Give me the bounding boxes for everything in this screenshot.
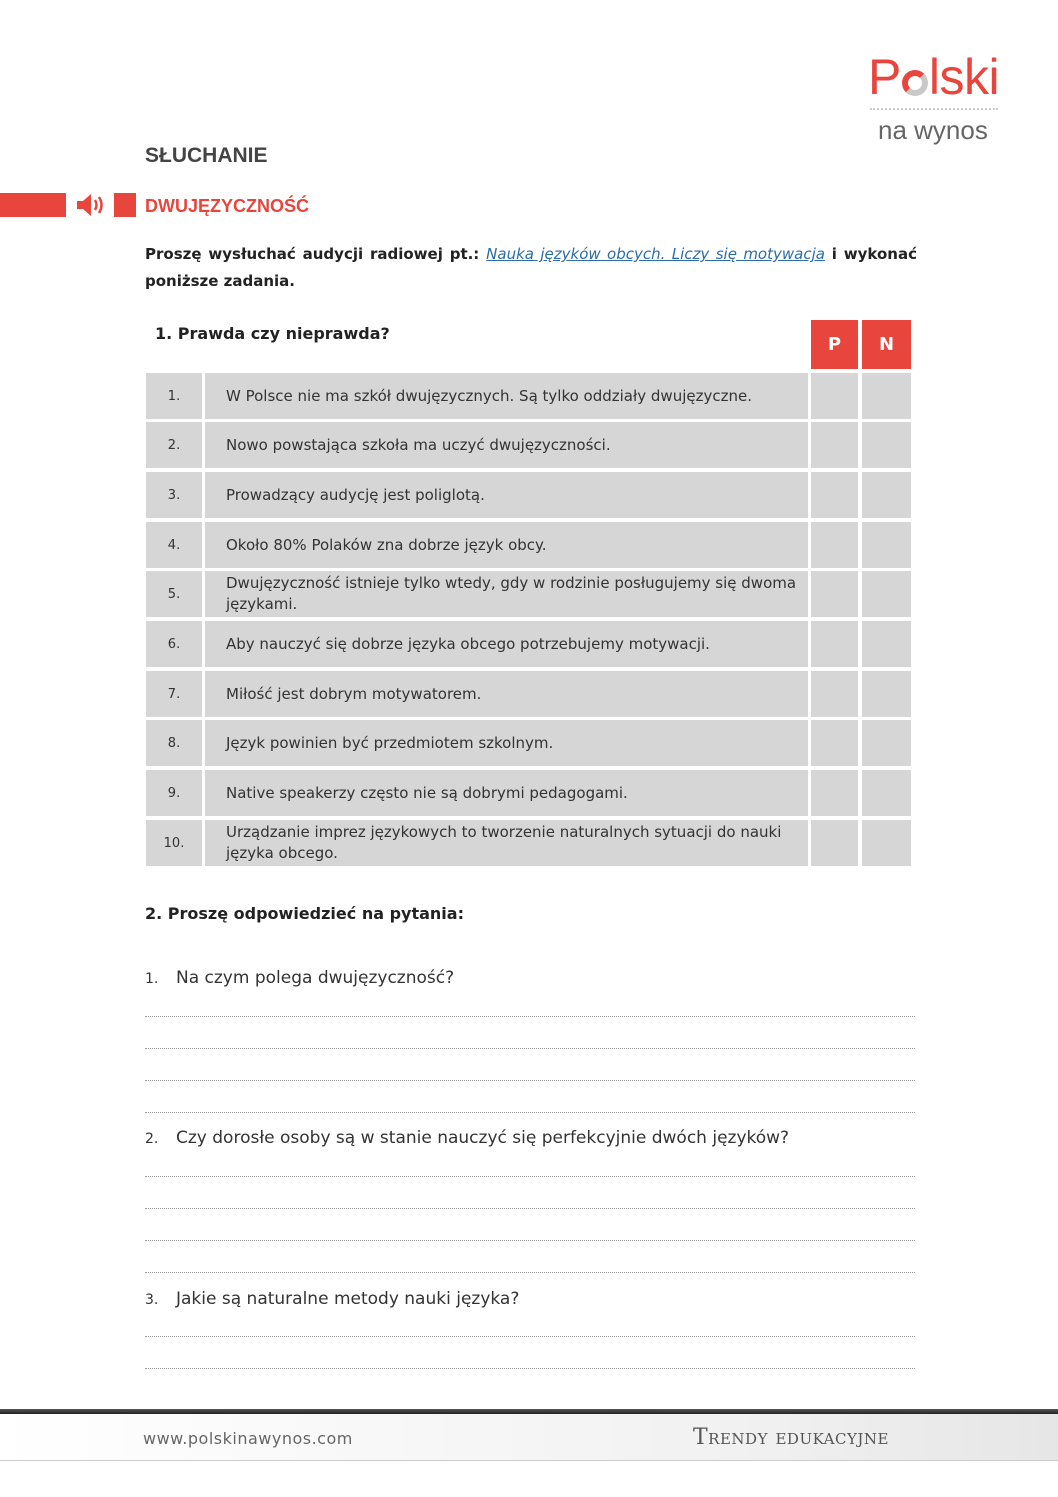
question-text: Jakie są naturalne metody nauki języka? (176, 1289, 520, 1309)
subtitle: DWUJĘZYCZNOŚĆ (145, 196, 310, 216)
table-row (146, 472, 912, 518)
answer-cell-p[interactable] (811, 571, 858, 617)
table-row (146, 671, 912, 717)
row-number: 2. (146, 422, 202, 468)
answer-cell-p[interactable] (811, 422, 858, 468)
answer-cell-n[interactable] (862, 571, 911, 617)
answer-cell-p[interactable] (811, 820, 858, 866)
logo-subtitle: na wynos (878, 115, 988, 145)
logo-word-end: lski (928, 49, 1000, 105)
answer-line[interactable] (145, 1176, 915, 1177)
footer-url[interactable]: www.polskinawynos.com (143, 1429, 353, 1448)
answer-cell-p[interactable] (811, 373, 858, 419)
logo-divider (870, 108, 998, 110)
answer-cell-p[interactable] (811, 671, 858, 717)
answer-line[interactable] (145, 1112, 915, 1113)
table-row (146, 571, 912, 617)
column-header-p: P (811, 320, 858, 369)
question-number: 3. (145, 1292, 159, 1308)
table-row (146, 720, 912, 766)
row-number: 7. (146, 671, 202, 717)
answer-line[interactable] (145, 1240, 915, 1241)
row-number: 8. (146, 720, 202, 766)
footer-brand: Trendy edukacyjne (693, 1425, 889, 1450)
row-statement: Aby nauczyć się dobrze języka obcego potrzebujemy motywacji. (205, 621, 808, 667)
answer-line[interactable] (145, 1272, 915, 1273)
row-number: 9. (146, 770, 202, 816)
answer-line[interactable] (145, 1016, 915, 1017)
row-statement: W Polsce nie ma szkół dwujęzycznych. Są tylko oddziały dwujęzyczne. (205, 373, 808, 419)
answer-cell-p[interactable] (811, 472, 858, 518)
row-number: 5. (146, 571, 202, 617)
speaker-icon[interactable] (76, 192, 106, 218)
row-number: 4. (146, 522, 202, 568)
task1-title: 1. Prawda czy nieprawda? (155, 324, 390, 343)
row-number: 6. (146, 621, 202, 667)
task2-title: 2. Proszę odpowiedzieć na pytania: (145, 904, 464, 923)
answer-cell-n[interactable] (862, 373, 911, 419)
logo-ring-icon (902, 70, 928, 96)
row-statement: Prowadzący audycję jest poliglotą. (205, 472, 808, 518)
question-number: 2. (145, 1131, 159, 1147)
logo-word-start: P (868, 49, 901, 105)
row-statement: Język powinien być przedmiotem szkolnym. (205, 720, 808, 766)
instruction-text-after: i wykonać poniższe zadania. (145, 245, 917, 290)
question-2 (145, 1128, 789, 1148)
question-3 (145, 1289, 519, 1309)
accent-square (114, 193, 136, 217)
question-number: 1. (145, 971, 159, 987)
question-1 (145, 968, 454, 988)
answer-cell-n[interactable] (862, 820, 911, 866)
row-statement: Urządzanie imprez językowych to tworzenie naturalnych sytuacji do nauki języka obcego. (205, 820, 808, 866)
table-row (146, 770, 912, 816)
table-row (146, 522, 912, 568)
question-text: Na czym polega dwujęzyczność? (176, 968, 455, 988)
instruction (145, 241, 917, 295)
row-statement: Native speakerzy często nie są dobrymi pedagogami. (205, 770, 808, 816)
table-row (146, 621, 912, 667)
answer-cell-n[interactable] (862, 472, 911, 518)
answer-cell-p[interactable] (811, 522, 858, 568)
footer-bottom-line (0, 1460, 1058, 1461)
answer-line[interactable] (145, 1080, 915, 1081)
row-statement: Dwujęzyczność istnieje tylko wtedy, gdy w rodzinie posługujemy się dwoma językami. (205, 571, 808, 617)
answer-cell-p[interactable] (811, 720, 858, 766)
row-statement: Nowo powstająca szkoła ma uczyć dwujęzyczności. (205, 422, 808, 468)
question-text: Czy dorosłe osoby są w stanie nauczyć się perfekcyjnie dwóch języków? (176, 1128, 790, 1148)
answer-cell-n[interactable] (862, 522, 911, 568)
answer-cell-p[interactable] (811, 770, 858, 816)
accent-bar (0, 193, 66, 217)
answer-line[interactable] (145, 1208, 915, 1209)
answer-line[interactable] (145, 1048, 915, 1049)
answer-line[interactable] (145, 1368, 915, 1369)
row-statement: Miłość jest dobrym motywatorem. (205, 671, 808, 717)
row-statement: Około 80% Polaków zna dobrze język obcy. (205, 522, 808, 568)
table-row (146, 422, 912, 468)
section-title: SŁUCHANIE (145, 144, 268, 167)
column-header-n: N (862, 320, 911, 369)
answer-cell-n[interactable] (862, 770, 911, 816)
table-row (146, 373, 912, 419)
answer-cell-n[interactable] (862, 720, 911, 766)
answer-line[interactable] (145, 1336, 915, 1337)
answer-cell-n[interactable] (862, 621, 911, 667)
row-number: 3. (146, 472, 202, 518)
logo (868, 49, 1000, 105)
answer-cell-n[interactable] (862, 422, 911, 468)
table-row (146, 820, 912, 866)
row-number: 10. (146, 820, 202, 866)
answer-cell-n[interactable] (862, 671, 911, 717)
audio-link[interactable]: Nauka języków obcych. Liczy się motywacja (486, 245, 825, 263)
row-number: 1. (146, 373, 202, 419)
answer-cell-p[interactable] (811, 621, 858, 667)
instruction-text-before: Proszę wysłuchać audycji radiowej pt.: (145, 245, 487, 263)
